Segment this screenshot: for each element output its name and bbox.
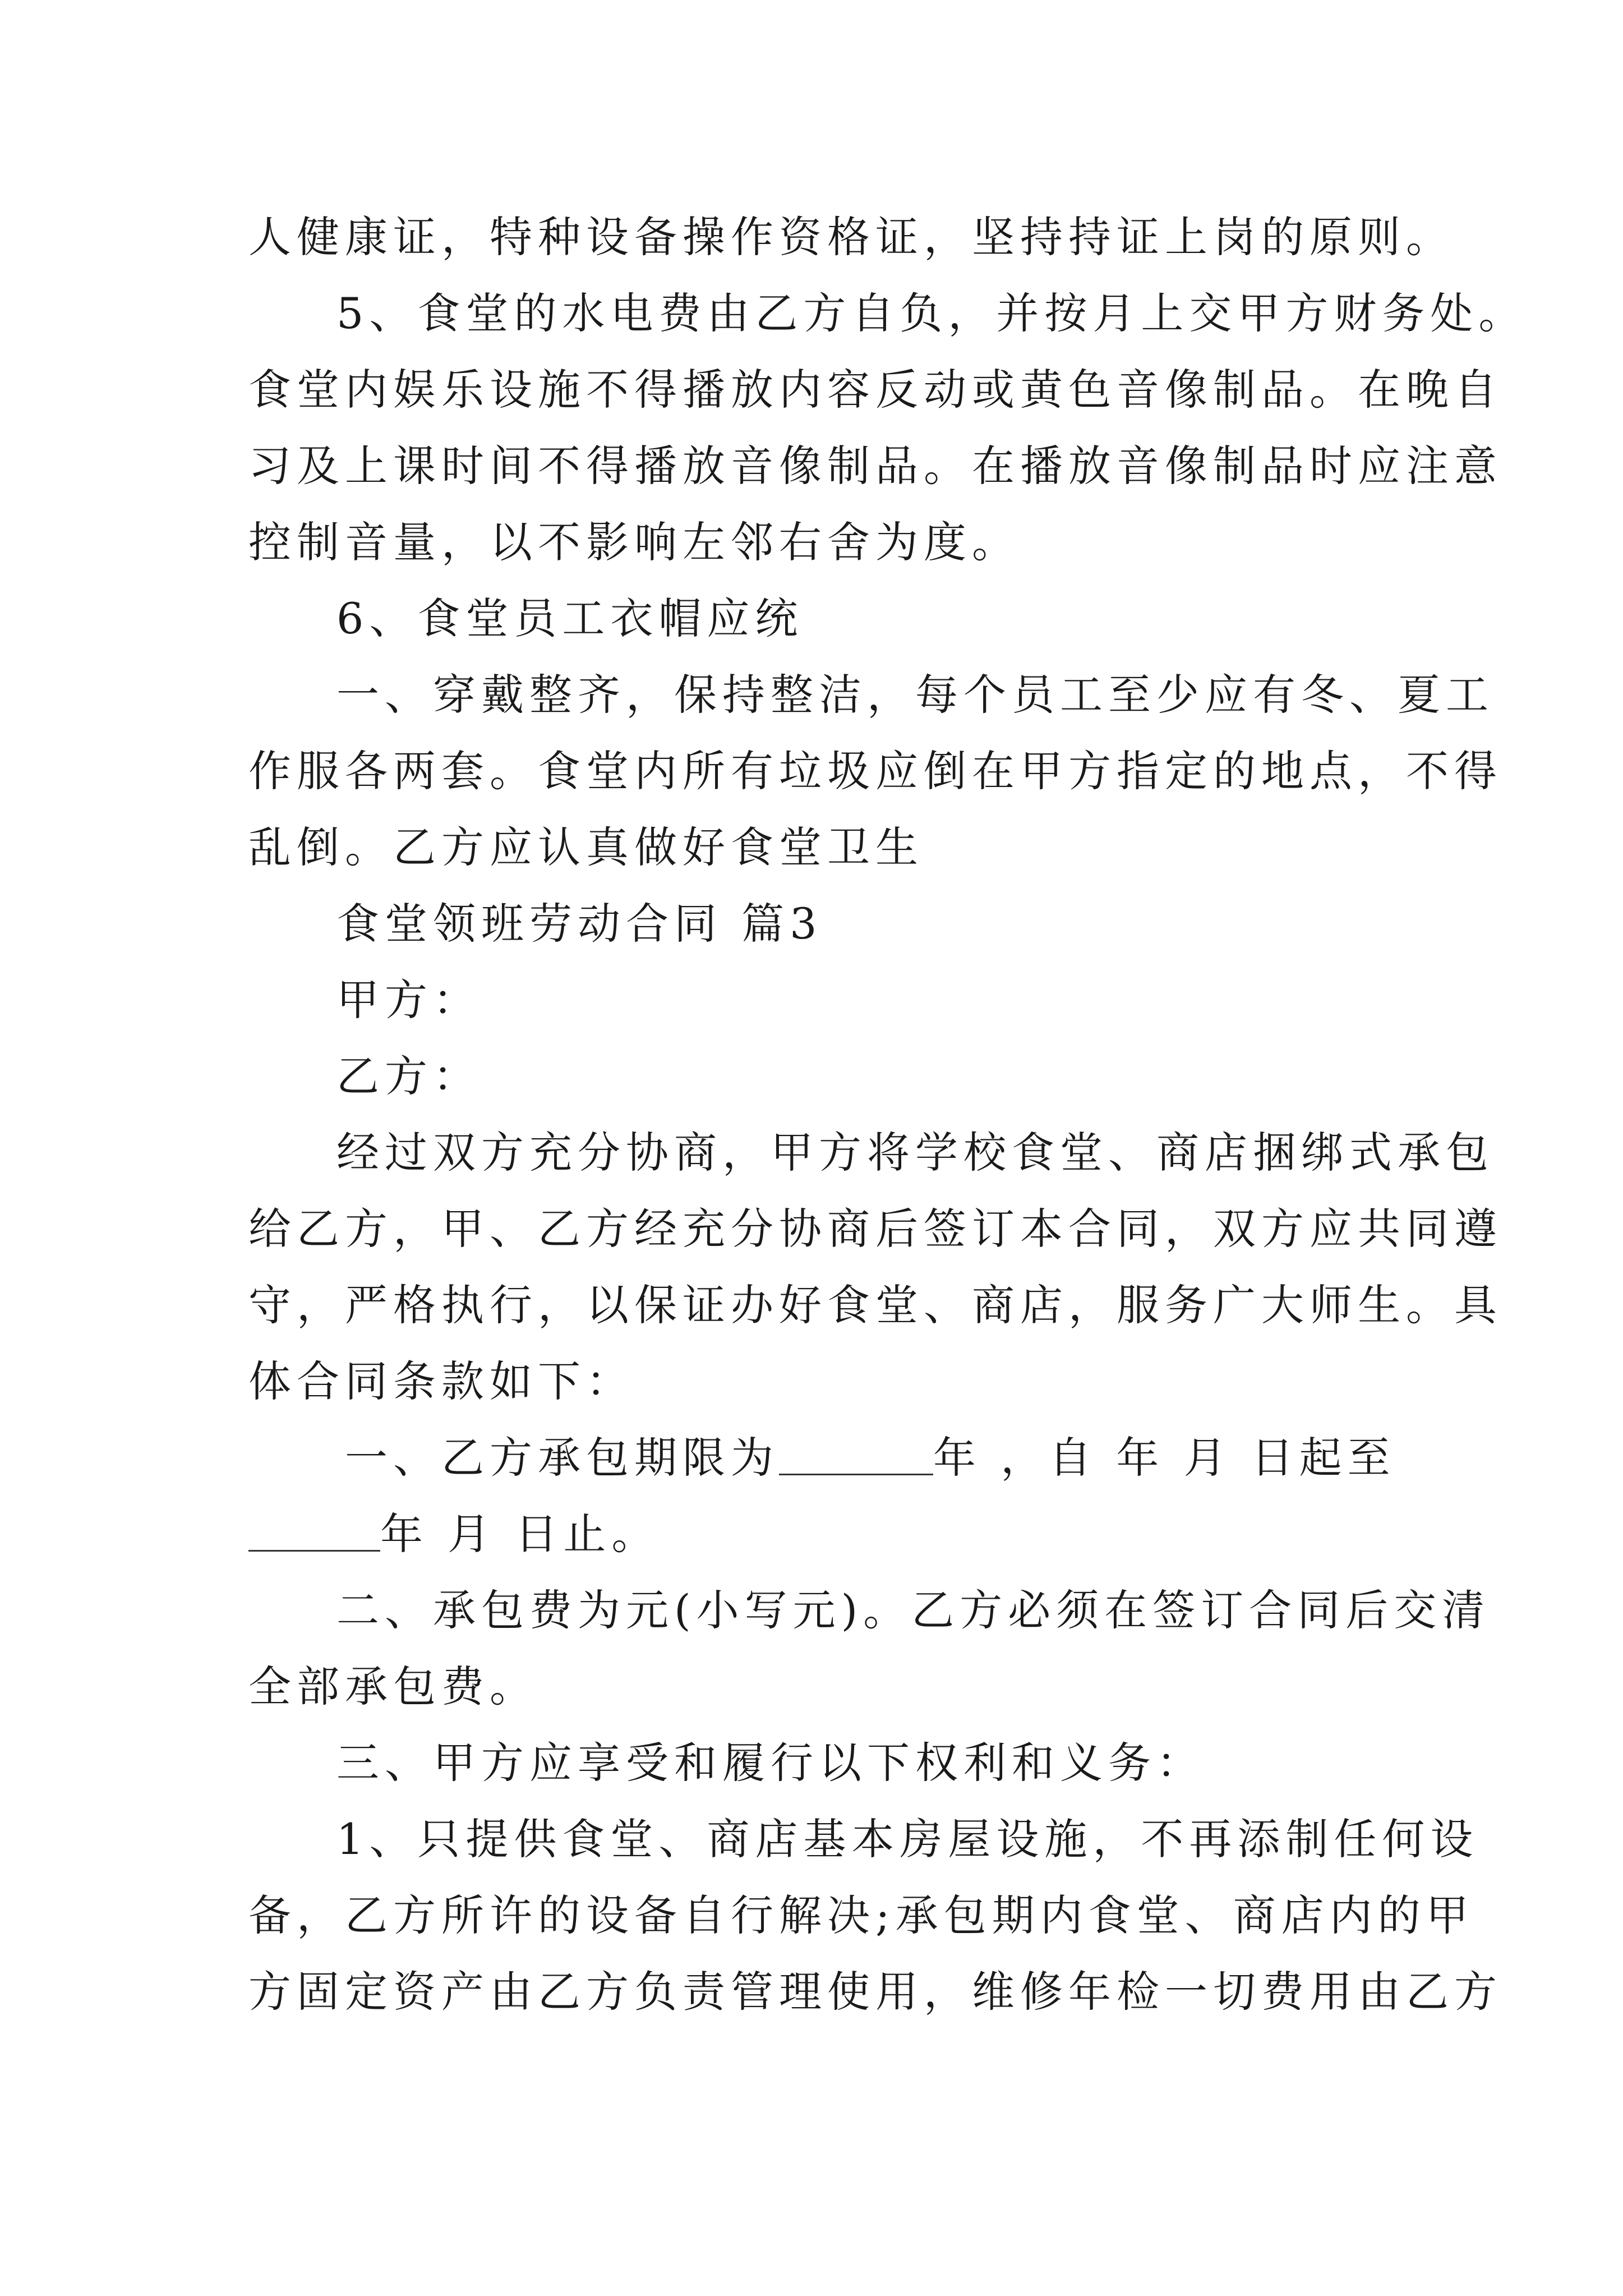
paragraph-line: 三、甲方应享受和履行以下权利和义务： [336, 1738, 1205, 1788]
paragraph-line: 经过双方充分协商，甲方将学校食堂、商店捆绑式承包 [336, 1128, 1494, 1177]
party-a-label: 甲方： [336, 975, 481, 1025]
paragraph-line: 体合同条款如下： [248, 1356, 634, 1406]
party-b-label: 乙方： [336, 1051, 481, 1101]
paragraph-line: 人健康证，特种设备操作资格证，坚持持证上岗的原则。 [248, 212, 1454, 262]
paragraph-line: 1、只提供食堂、商店基本房屋设施，不再添制任何设 [336, 1814, 1479, 1864]
paragraph-line: 乱倒。乙方应认真做好食堂卫生 [248, 822, 924, 872]
paragraph-line: 方固定资产由乙方负责管理使用，维修年检一切费用由乙方 [248, 1967, 1502, 2017]
paragraph-line: 习及上课时间不得播放音像制品。在播放音像制品时应注意 [248, 441, 1502, 491]
term-text-start: 一、乙方承包期限为 [345, 1433, 779, 1483]
paragraph-line: 控制音量，以不影响左邻右舍为度。 [248, 517, 1020, 567]
paragraph-line: 6、食堂员工衣帽应统 [336, 593, 804, 643]
paragraph-line: 5、食堂的水电费由乙方自负，并按月上交甲方财务处。 [336, 288, 1527, 338]
term-line-continued [248, 1506, 1393, 1562]
term-line [345, 1430, 1394, 1486]
term-text-end: 年 月 日止。 [380, 1509, 660, 1559]
section-heading: 食堂领班劳动合同 篇3 [336, 899, 823, 949]
paragraph-line: 二、承包费为元(小写元)。乙方必须在签订合同后交清 [336, 1585, 1491, 1635]
paragraph-line: 作服各两套。食堂内所有垃圾应倒在甲方指定的地点，不得 [248, 746, 1502, 796]
term-end-year-blank [248, 1506, 380, 1552]
term-text-middle: 年 ，自 年 月 日起至 [933, 1433, 1396, 1483]
paragraph-line: 守，严格执行，以保证办好食堂、商店，服务广大师生。具 [248, 1280, 1502, 1330]
paragraph-line: 食堂内娱乐设施不得播放内容反动或黄色音像制品。在晚自 [248, 365, 1502, 415]
paragraph-line: 全部承包费。 [248, 1662, 538, 1711]
paragraph-line: 备，乙方所许的设备自行解决;承包期内食堂、商店内的甲 [248, 1890, 1474, 1940]
paragraph-line: 一、穿戴整齐，保持整洁，每个员工至少应有冬、夏工 [336, 670, 1494, 720]
term-years-blank [779, 1430, 933, 1475]
paragraph-line: 给乙方，甲、乙方经充分协商后签订本合同，双方应共同遵 [248, 1204, 1502, 1254]
